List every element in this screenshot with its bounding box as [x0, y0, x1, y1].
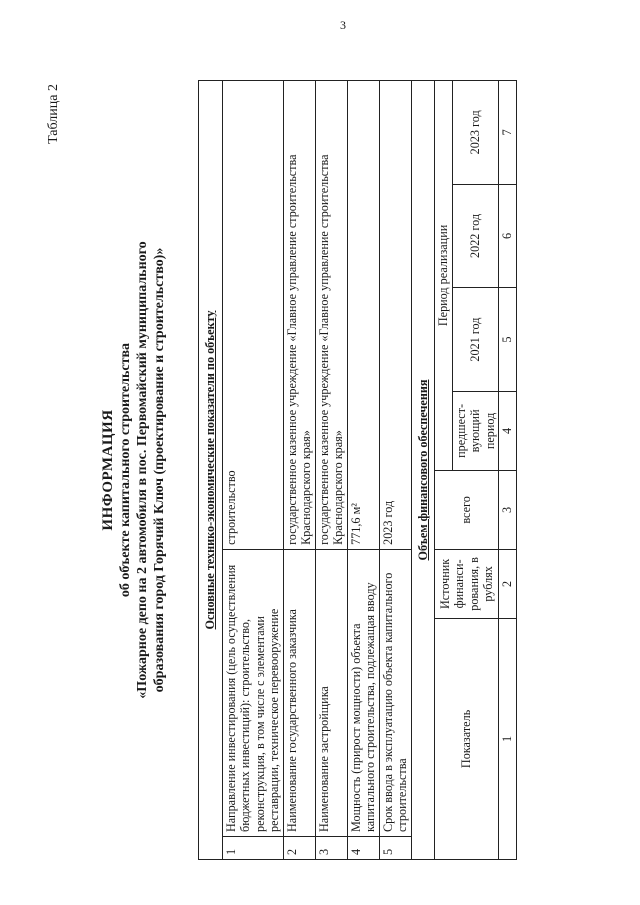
finance-header-row — [435, 81, 453, 860]
row-number: 4 — [347, 837, 379, 860]
section-title-finance: Объем финансового обеспечения — [411, 81, 435, 860]
table-caption: Таблица 2 — [46, 84, 61, 144]
header-period: Период реализации — [435, 81, 453, 471]
row-value: государственное казенное учреждение «Главное управление строительства Краснодарского края» — [315, 81, 347, 550]
column-number: 2 — [499, 549, 517, 618]
row-label: Направление инвестирования (цель осуществления бюджетных инвестиций): строительство, реконструкция, в том числе с элементами реставрации, техническое перевооружение — [222, 549, 283, 836]
column-number: 3 — [499, 470, 517, 549]
section-title-indicators: Основные технико-экономические показатели по объекту — [199, 81, 223, 860]
row-value: государственное казенное учреждение «Главное управление строительства Краснодарского края» — [283, 81, 315, 550]
column-number: 4 — [499, 391, 517, 470]
column-number: 7 — [499, 81, 517, 185]
header-indicator: Показатель — [435, 618, 499, 859]
header-source: Источник финанси-рования, в рублях — [435, 549, 499, 618]
row-label: Наименование государственного заказчика — [283, 549, 315, 836]
row-value: 771,6 м² — [347, 81, 379, 550]
header-prior-period: предшест-вующий период — [452, 391, 499, 470]
row-number: 2 — [283, 837, 315, 860]
document-heading — [100, 40, 168, 900]
row-label: Наименование застройщика — [315, 549, 347, 836]
column-number: 6 — [499, 184, 517, 288]
rotated-page — [40, 40, 600, 900]
table-row — [379, 81, 411, 860]
table-row — [222, 81, 283, 860]
row-number: 5 — [379, 837, 411, 860]
header-2022: 2022 год — [452, 184, 499, 288]
table-row — [347, 81, 379, 860]
heading-object-line2: образования город Горячий Ключ (проектирование и строительство)» — [152, 247, 167, 693]
header-2023: 2023 год — [452, 81, 499, 185]
column-numbers-row — [499, 81, 517, 860]
header-total: всего — [435, 470, 499, 549]
column-number: 5 — [499, 288, 517, 392]
header-2021: 2021 год — [452, 288, 499, 392]
row-number: 1 — [222, 837, 283, 860]
heading-title: ИНФОРМАЦИЯ — [100, 409, 116, 531]
column-number: 1 — [499, 618, 517, 859]
heading-object-line1: «Пожарное депо на 2 автомобиля в пос. Первомайский муниципального — [135, 241, 150, 699]
row-number: 3 — [315, 837, 347, 860]
heading-subtitle: об объекте капитального строительства — [118, 342, 133, 598]
object-info-table — [198, 80, 517, 860]
row-label: Мощность (прирост мощности) объекта капитального строительства, подлежащая вводу — [347, 549, 379, 836]
row-label: Срок ввода в эксплуатацию объекта капитального строительства — [379, 549, 411, 836]
row-value: 2023 год — [379, 81, 411, 550]
page-number: 3 — [340, 18, 346, 32]
row-value: строительство — [222, 81, 283, 550]
table-row — [315, 81, 347, 860]
table-row — [283, 81, 315, 860]
